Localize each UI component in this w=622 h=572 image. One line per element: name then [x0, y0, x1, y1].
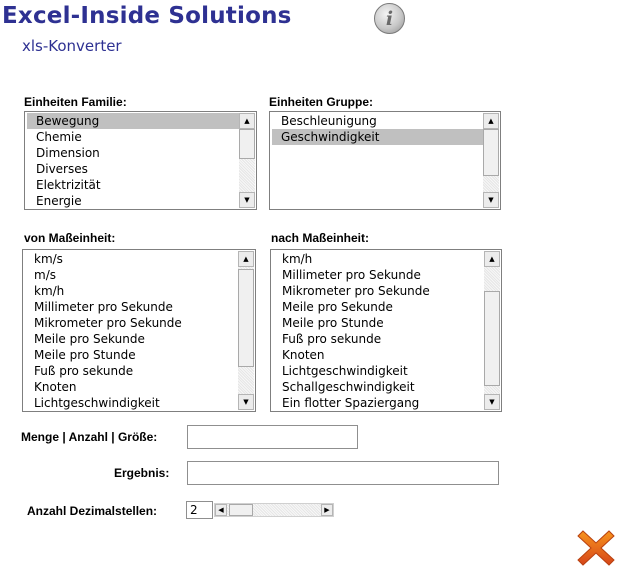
- scroll-left-icon[interactable]: ◀: [215, 504, 227, 516]
- nach-scrollbar[interactable]: [484, 251, 500, 410]
- scroll-thumb[interactable]: [483, 129, 499, 176]
- decimal-places-slider[interactable]: [214, 503, 334, 517]
- gruppe-items: [272, 113, 483, 145]
- familie-list-item[interactable]: Chemie: [36, 130, 82, 144]
- nach-list-item[interactable]: Meile pro Stunde: [282, 316, 384, 330]
- nach-listbox[interactable]: [270, 249, 502, 412]
- familie-list-item[interactable]: Elektrizität: [36, 178, 101, 192]
- scroll-thumb[interactable]: [484, 291, 500, 386]
- nach-items: [273, 251, 484, 411]
- gruppe-label: Einheiten Gruppe:: [269, 95, 374, 109]
- nach-list-item[interactable]: km/h: [282, 252, 313, 266]
- gruppe-list-item[interactable]: Beschleunigung: [281, 114, 377, 128]
- app-subtitle: xls-Konverter: [22, 37, 122, 55]
- nach-list-item[interactable]: Ein flotter Spaziergang: [282, 396, 420, 410]
- ergebnis-field[interactable]: [187, 461, 499, 485]
- von-list-item[interactable]: km/s: [34, 252, 63, 266]
- nach-list-item[interactable]: Lichtgeschwindigkeit: [282, 364, 408, 378]
- scroll-down-icon[interactable]: ▼: [239, 192, 255, 208]
- nach-list-item[interactable]: Millimeter pro Sekunde: [282, 268, 421, 282]
- dezimal-label: Anzahl Dezimalstellen:: [27, 504, 158, 518]
- info-icon[interactable]: i: [374, 3, 405, 34]
- scroll-down-icon[interactable]: ▼: [483, 192, 499, 208]
- von-list-item[interactable]: Meile pro Sekunde: [34, 332, 145, 346]
- scroll-right-icon[interactable]: ▶: [321, 504, 333, 516]
- scroll-down-icon[interactable]: ▼: [484, 394, 500, 410]
- gruppe-list-item[interactable]: Geschwindigkeit: [272, 129, 483, 145]
- von-listbox[interactable]: [22, 249, 256, 412]
- ergebnis-label: Ergebnis:: [114, 466, 170, 480]
- von-list-item[interactable]: Knoten: [34, 380, 77, 394]
- familie-items: [27, 113, 239, 209]
- nach-list-item[interactable]: Schallgeschwindigkeit: [282, 380, 415, 394]
- close-icon[interactable]: [575, 527, 617, 569]
- decimal-places-input[interactable]: 2: [186, 501, 213, 519]
- von-list-item[interactable]: m/s: [34, 268, 56, 282]
- menge-input[interactable]: [187, 425, 358, 449]
- familie-label: Einheiten Familie:: [24, 95, 127, 109]
- menge-label: Menge | Anzahl | Größe:: [21, 430, 158, 444]
- scroll-up-icon[interactable]: ▲: [484, 251, 500, 267]
- familie-list-item[interactable]: Diverses: [36, 162, 88, 176]
- scroll-thumb[interactable]: [238, 269, 254, 367]
- scroll-up-icon[interactable]: ▲: [483, 113, 499, 129]
- scroll-thumb[interactable]: [239, 129, 255, 159]
- nach-list-item[interactable]: Meile pro Sekunde: [282, 300, 393, 314]
- nach-list-item[interactable]: Knoten: [282, 348, 325, 362]
- scroll-up-icon[interactable]: ▲: [238, 251, 254, 267]
- gruppe-scrollbar[interactable]: [483, 113, 499, 208]
- nach-list-item[interactable]: Fuß pro sekunde: [282, 332, 382, 346]
- von-items: [25, 251, 238, 411]
- nach-list-item[interactable]: Mikrometer pro Sekunde: [282, 284, 430, 298]
- familie-listbox[interactable]: [24, 111, 257, 210]
- von-list-item[interactable]: Lichtgeschwindigkeit: [34, 396, 160, 410]
- von-list-item[interactable]: Meile pro Stunde: [34, 348, 136, 362]
- familie-scrollbar[interactable]: [239, 113, 255, 208]
- nach-label: nach Maßeinheit:: [271, 231, 370, 245]
- scroll-up-icon[interactable]: ▲: [239, 113, 255, 129]
- von-scrollbar[interactable]: [238, 251, 254, 410]
- familie-list-item[interactable]: Dimension: [36, 146, 100, 160]
- slider-thumb[interactable]: [229, 504, 253, 516]
- von-list-item[interactable]: Mikrometer pro Sekunde: [34, 316, 182, 330]
- familie-list-item[interactable]: Energie: [36, 194, 82, 208]
- von-list-item[interactable]: Millimeter pro Sekunde: [34, 300, 173, 314]
- von-label: von Maßeinheit:: [24, 231, 116, 245]
- von-list-item[interactable]: Fuß pro sekunde: [34, 364, 134, 378]
- scroll-down-icon[interactable]: ▼: [238, 394, 254, 410]
- familie-list-item[interactable]: Bewegung: [27, 113, 239, 129]
- gruppe-listbox[interactable]: [269, 111, 501, 210]
- von-list-item[interactable]: km/h: [34, 284, 65, 298]
- app-title: Excel-Inside Solutions: [2, 3, 292, 29]
